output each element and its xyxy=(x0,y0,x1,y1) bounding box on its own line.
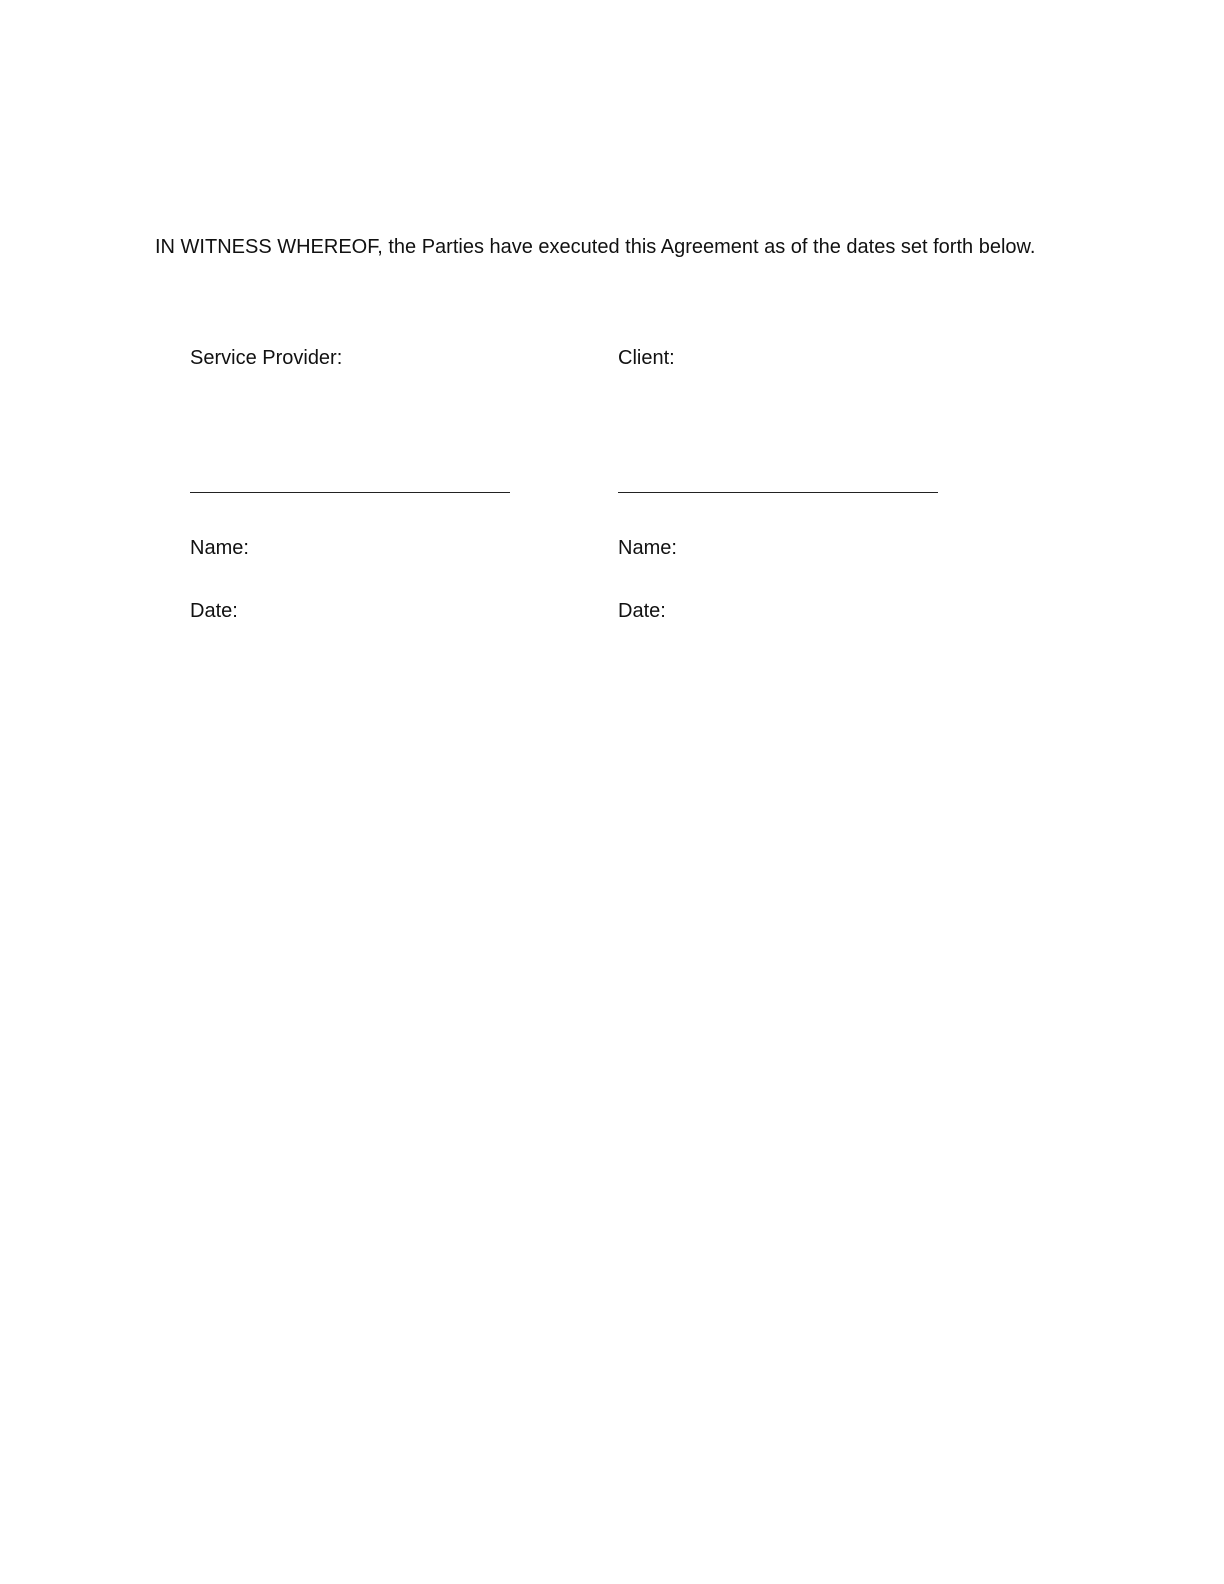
party-label-client: Client: xyxy=(618,347,675,369)
witness-clause: IN WITNESS WHEREOF, the Parties have executed this Agreement as of the dates set forth below. xyxy=(155,236,1036,258)
signature-line-client xyxy=(618,492,938,493)
date-label-service-provider: Date: xyxy=(190,600,238,622)
date-label-client: Date: xyxy=(618,600,666,622)
signature-line-service-provider xyxy=(190,492,510,493)
name-label-client: Name: xyxy=(618,537,677,559)
party-label-service-provider: Service Provider: xyxy=(190,347,343,369)
name-label-service-provider: Name: xyxy=(190,537,249,559)
